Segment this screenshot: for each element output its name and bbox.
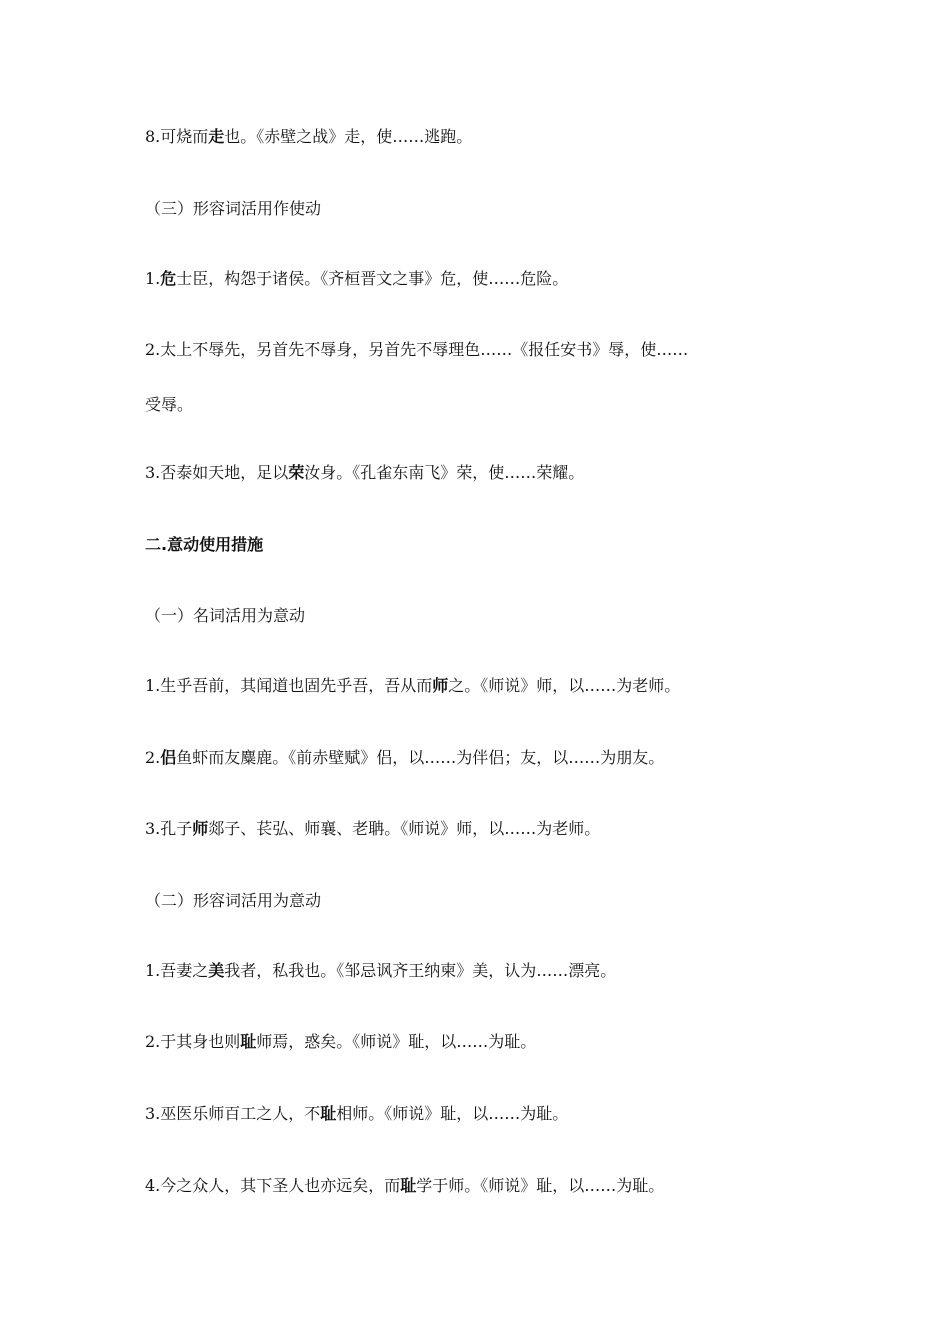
key-character: 美 bbox=[208, 961, 225, 980]
line-text: 士臣，构怨于诸侯。《齐桓晋文之事》危，使……危险。 bbox=[176, 269, 569, 288]
key-character: 耻 bbox=[320, 1104, 337, 1123]
line-text: 师焉，惑矣。《师说》耻，以……为耻。 bbox=[256, 1032, 537, 1051]
line-text: 郯子、苌弘、师襄、老聃。《师说》师，以……为老师。 bbox=[208, 819, 601, 838]
line-text: 1. bbox=[145, 269, 161, 288]
line-text: 8.可烧而 bbox=[145, 127, 209, 146]
line-text: 1.吾妻之 bbox=[145, 961, 209, 980]
example-line bbox=[145, 675, 800, 697]
key-character: 耻 bbox=[240, 1032, 257, 1051]
key-character: 侣 bbox=[160, 748, 177, 767]
line-text: 汝身。《孔雀东南飞》荣，使……荣耀。 bbox=[304, 463, 585, 482]
key-character: 危 bbox=[160, 269, 177, 288]
line-text: 3.巫医乐师百工之人，不 bbox=[145, 1104, 321, 1123]
subsection-title: （二）形容词活用为意动 bbox=[145, 891, 322, 910]
line-text: 1.生乎吾前，其闻道也固先乎吾，吾从而 bbox=[145, 676, 433, 695]
example-line-continuation: 受辱。 bbox=[145, 395, 194, 414]
line-text: 4.今之众人，其下圣人也亦远矣，而 bbox=[145, 1176, 401, 1195]
example-line bbox=[145, 960, 800, 982]
example-line bbox=[145, 268, 800, 290]
key-character: 师 bbox=[432, 676, 449, 695]
line-text: 我者，私我也。《邹忌讽齐王纳柬》美，认为……漂亮。 bbox=[224, 961, 617, 980]
example-line bbox=[145, 1103, 800, 1125]
line-text: 也。《赤壁之战》走，使……逃跑。 bbox=[224, 127, 473, 146]
example-line: 2.太上不辱先，另首先不辱身，另首先不辱理色……《报任安书》辱，使…… bbox=[145, 340, 689, 359]
line-text: 之。《师说》师，以……为老师。 bbox=[448, 676, 681, 695]
example-line bbox=[145, 1031, 800, 1053]
line-text: 相师。《师说》耻，以……为耻。 bbox=[336, 1104, 569, 1123]
line-text: 3.否泰如天地，足以 bbox=[145, 463, 289, 482]
example-line bbox=[145, 1175, 800, 1197]
line-text: 学于师。《师说》耻，以……为耻。 bbox=[416, 1176, 665, 1195]
line-text: 鱼虾而友麋鹿。《前赤壁赋》侣，以……为伴侣；友，以……为朋友。 bbox=[176, 748, 665, 767]
section-heading: 二.意动使用措施 bbox=[145, 535, 264, 554]
key-character: 耻 bbox=[400, 1176, 417, 1195]
line-text: 2.于其身也则 bbox=[145, 1032, 241, 1051]
key-character: 师 bbox=[192, 819, 209, 838]
example-line bbox=[145, 126, 800, 148]
key-character: 荣 bbox=[288, 463, 305, 482]
example-line bbox=[145, 818, 800, 840]
line-text: 2. bbox=[145, 748, 161, 767]
example-line bbox=[145, 462, 800, 484]
subsection-title: （三）形容词活用作使动 bbox=[145, 199, 322, 218]
example-line bbox=[145, 747, 800, 769]
line-text: 3.孔子 bbox=[145, 819, 193, 838]
subsection-title: （一）名词活用为意动 bbox=[145, 606, 306, 625]
key-character: 走 bbox=[208, 127, 225, 146]
